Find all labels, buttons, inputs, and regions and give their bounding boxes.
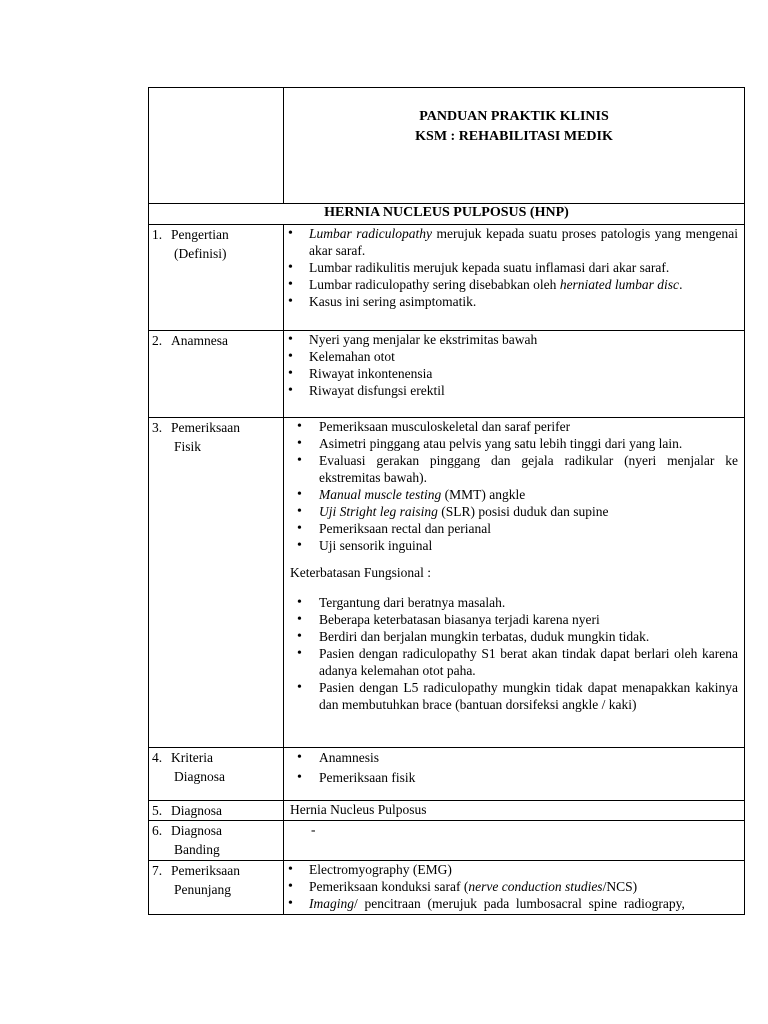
list-item: • Asimetri pinggang atau pelvis yang satu lebih tinggi dari yang lain. [284, 435, 744, 452]
bullet-list [284, 861, 744, 912]
list-item: • Evaluasi gerakan pinggang dan gejala radikular (nyeri menjalar ke ekstremitas bawah). [284, 452, 744, 486]
differential-value: - [311, 822, 316, 837]
row-label: 5. Diagnosa [152, 803, 222, 818]
row-label: 6. Diagnosa Banding [152, 823, 222, 857]
bullet-list-fungsional [284, 594, 744, 713]
list-item: • Berdiri dan berjalan mungkin terbatas, duduk mungkin tidak. [284, 628, 744, 645]
bullet-list [284, 748, 744, 788]
header-cell [284, 88, 745, 204]
list-item: • Lumbar radiculopathy merujuk kepada suatu proses patologis yang mengenai akar saraf. [284, 225, 744, 259]
list-item: • Kasus ini sering asimptomatik. [284, 293, 744, 310]
list-item: • Pemeriksaan fisik [284, 768, 744, 788]
list-item: • Pasien dengan L5 radiculopathy mungkin tidak dapat menapakkan kakinya dan membutuhkan brace (bantuan dorsifeksi angkle / kaki) [284, 679, 744, 713]
logo-cell [149, 88, 284, 204]
list-item: • Manual muscle testing (MMT) angkle [284, 486, 744, 503]
row-anamnesa [149, 331, 745, 418]
row-label: 4. Kriteria Diagnosa [152, 750, 225, 784]
row-pengertian [149, 225, 745, 331]
row-pemeriksaan-fisik [149, 418, 745, 748]
list-item: • Nyeri yang menjalar ke ekstrimitas bawah [284, 331, 744, 348]
row-pemeriksaan-penunjang [149, 861, 745, 915]
list-item: • Lumbar radikulitis merujuk kepada suatu inflamasi dari akar saraf. [284, 259, 744, 276]
list-item: • Riwayat inkontenensia [284, 365, 744, 382]
bullet-list [284, 225, 744, 310]
row-diagnosa [149, 801, 745, 821]
header-row [149, 88, 745, 204]
header-subtitle: KSM : REHABILITASI MEDIK [415, 129, 613, 144]
diagnosis-value: Hernia Nucleus Pulposus [290, 802, 427, 817]
sub-heading: Keterbatasan Fungsional : [290, 565, 431, 580]
list-item: • Uji Stright leg raising (SLR) posisi duduk dan supine [284, 503, 744, 520]
row-label: 7. Pemeriksaan Penunjang [152, 863, 240, 897]
list-item: • Anamnesis [284, 748, 744, 768]
row-label: 2. Anamnesa [152, 333, 228, 348]
clinical-guideline-table [148, 87, 745, 915]
list-item: • Imaging/ pencitraan (merujuk pada lumbosacral spine radiograpy, [284, 895, 744, 912]
list-item: • Pemeriksaan musculoskeletal dan saraf perifer [284, 418, 744, 435]
list-item: • Pemeriksaan konduksi saraf (nerve conduction studies/NCS) [284, 878, 744, 895]
bullet-list [284, 418, 744, 554]
list-item: • Uji sensorik inguinal [284, 537, 744, 554]
row-kriteria-diagnosa [149, 748, 745, 801]
list-item: • Lumbar radiculopathy sering disebabkan oleh herniated lumbar disc. [284, 276, 744, 293]
row-label: 1. Pengertian (Definisi) [152, 227, 229, 261]
list-item: • Electromyography (EMG) [284, 861, 744, 878]
list-item: • Tergantung dari beratnya masalah. [284, 594, 744, 611]
header-title: PANDUAN PRAKTIK KLINIS [419, 109, 609, 124]
document-title: HERNIA NUCLEUS PULPOSUS (HNP) [149, 204, 745, 225]
bullet-list [284, 331, 744, 399]
list-item: • Pasien dengan radiculopathy S1 berat akan tindak dapat berlari oleh karena adanya kelemahan otot paha. [284, 645, 744, 679]
row-label: 3. Pemeriksaan Fisik [152, 420, 240, 454]
list-item: • Beberapa keterbatasan biasanya terjadi karena nyeri [284, 611, 744, 628]
title-row [149, 204, 745, 225]
list-item: • Pemeriksaan rectal dan perianal [284, 520, 744, 537]
row-diagnosa-banding [149, 821, 745, 861]
list-item: • Riwayat disfungsi erektil [284, 382, 744, 399]
list-item: • Kelemahan otot [284, 348, 744, 365]
